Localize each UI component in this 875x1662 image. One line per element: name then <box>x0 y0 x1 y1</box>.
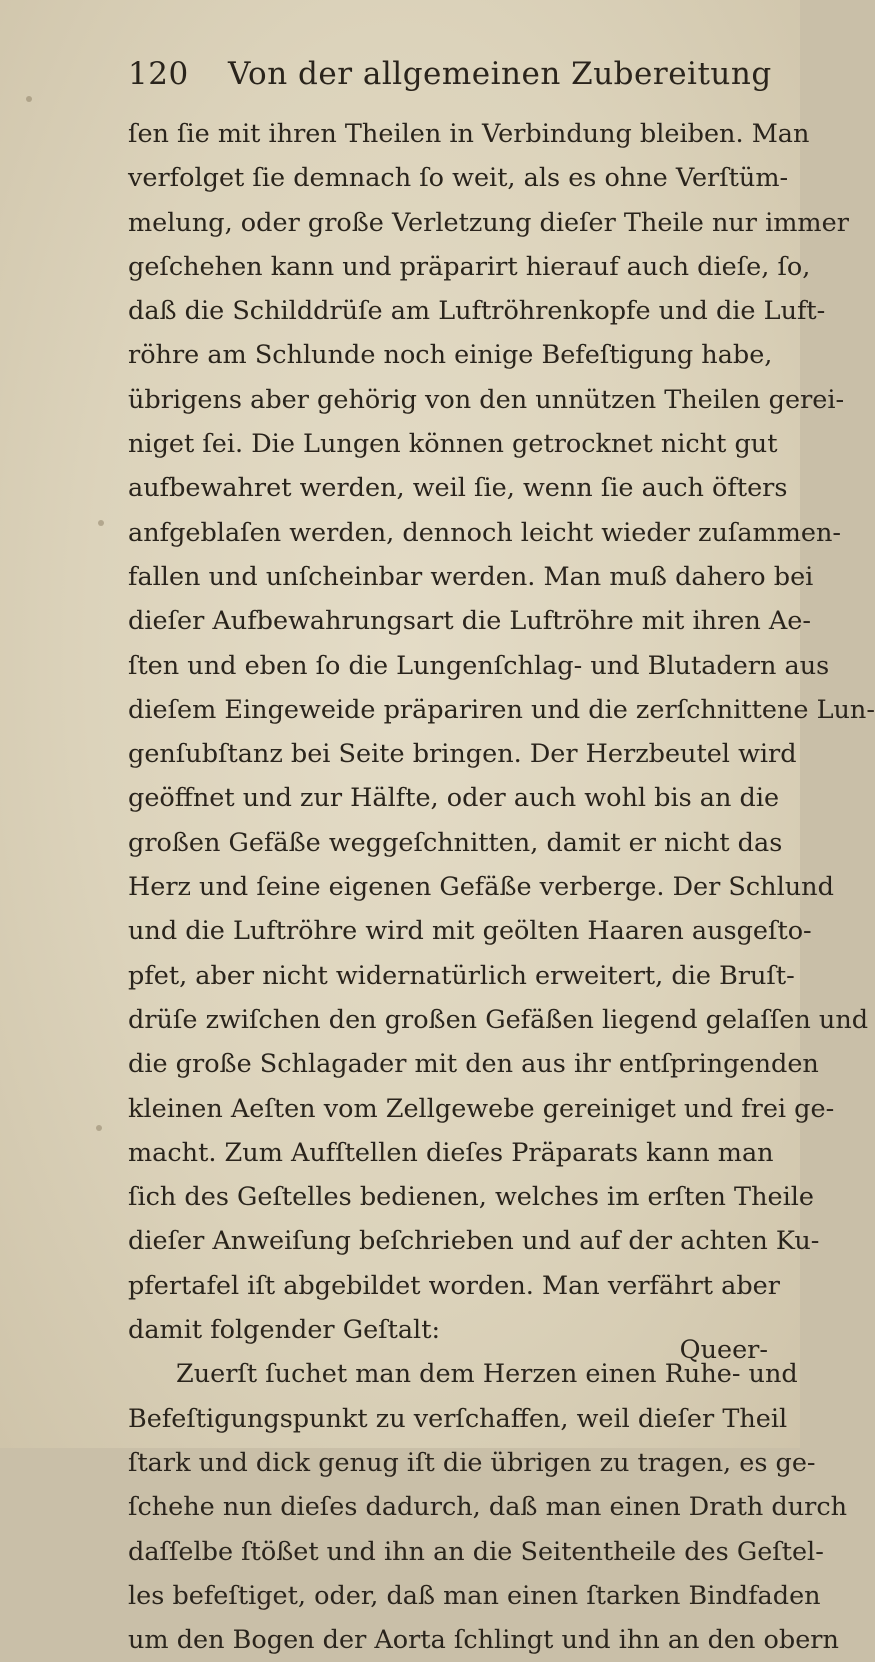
text-line: dieſer Anweiſung beſchrieben und auf der achten Ku- <box>128 1226 820 1257</box>
text-line: pfertafel iſt abgebildet worden. Man verfährt aber <box>128 1270 780 1301</box>
text-line: ſich des Geſtelles bedienen, welches im erſten Theile <box>128 1182 814 1213</box>
catchword: Queer- <box>679 1335 768 1365</box>
text-line: dieſem Eingeweide präpariren und die zerſchnittene Lun- <box>128 694 875 725</box>
text-line: daß die Schilddrüſe am Luftröhrenkopfe und die Luft- <box>128 296 826 327</box>
paper-stain <box>98 520 104 526</box>
text-line: daſſelbe ſtößet und ihn an die Seitentheile des Geſtel- <box>128 1536 824 1567</box>
paragraph-end-line: damit folgender Geſtalt: <box>128 1315 441 1346</box>
text-line: pfet, aber nicht widernatürlich erweitert, die Bruſt- <box>128 960 795 991</box>
page-header <box>128 56 772 96</box>
text-line: Befeſtigungspunkt zu verſchaffen, weil dieſer Theil <box>128 1403 788 1434</box>
text-line: melung, oder große Verletzung dieſer Theile nur immer <box>128 207 849 238</box>
text-line: und die Luftröhre wird mit geölten Haaren ausgeſto- <box>128 916 812 947</box>
text-line: großen Gefäße weggeſchnitten, damit er nicht das <box>128 827 783 858</box>
paper-stain <box>96 1125 102 1131</box>
text-line: anfgeblaſen werden, dennoch leicht wieder zuſammen- <box>128 517 842 548</box>
paragraph-start-line: Zuerſt ſuchet man dem Herzen einen Ruhe- und <box>176 1359 798 1390</box>
text-line: übrigens aber gehörig von den unnützen Theilen gerei- <box>128 384 845 415</box>
text-line: macht. Zum Aufſtellen dieſes Präparats kann man <box>128 1137 774 1168</box>
text-line: röhre am Schlunde noch einige Befeſtigung habe, <box>128 340 773 371</box>
running-head: Von der allgemeinen Zubereitung <box>228 56 772 92</box>
text-line: geſchehen kann und präparirt hierauf auch dieſe, ſo, <box>128 251 811 282</box>
text-line: ſen ſie mit ihren Theilen in Verbindung bleiben. Man <box>128 119 810 149</box>
text-line: Herz und ſeine eigenen Gefäße verberge. Der Schlund <box>128 872 834 903</box>
text-line: aufbewahret werden, weil ſie, wenn ſie auch öfters <box>128 473 788 504</box>
text-line: geöffnet und zur Hälfte, oder auch wohl bis an die <box>128 783 780 814</box>
text-line: genſubſtanz bei Seite bringen. Der Herzbeutel wird <box>128 739 797 770</box>
page-number: 120 <box>128 56 189 92</box>
text-line: die große Schlagader mit den aus ihr entſpringenden <box>128 1049 819 1080</box>
text-line: dieſer Aufbewahrungsart die Luftröhre mit ihren Ae- <box>128 606 811 637</box>
text-line: les befeſtiget, oder, daß man einen ſtarken Bindfaden <box>128 1580 821 1611</box>
text-line: fallen und unſcheinbar werden. Man muß dahero bei <box>128 561 814 592</box>
text-line: drüſe zwiſchen den großen Gefäßen liegend gelaſſen und <box>128 1004 869 1035</box>
body-text <box>128 112 875 1662</box>
text-line: ſchehe nun dieſes dadurch, daß man einen Drath durch <box>128 1492 848 1523</box>
text-line: ſten und eben ſo die Lungenſchlag- und Blutadern aus <box>128 650 830 681</box>
text-line: niget ſei. Die Lungen können getrocknet nicht gut <box>128 429 778 460</box>
text-line: ſtark und dick genug iſt die übrigen zu tragen, es ge- <box>128 1447 816 1478</box>
text-line: kleinen Aeſten vom Zellgewebe gereiniget und frei ge- <box>128 1093 835 1124</box>
paper-stain <box>26 96 32 102</box>
text-line: um den Bogen der Aorta ſchlingt und ihn an den obern <box>128 1625 839 1656</box>
text-line: verfolget ſie demnach ſo weit, als es ohne Verſtüm- <box>128 163 789 194</box>
